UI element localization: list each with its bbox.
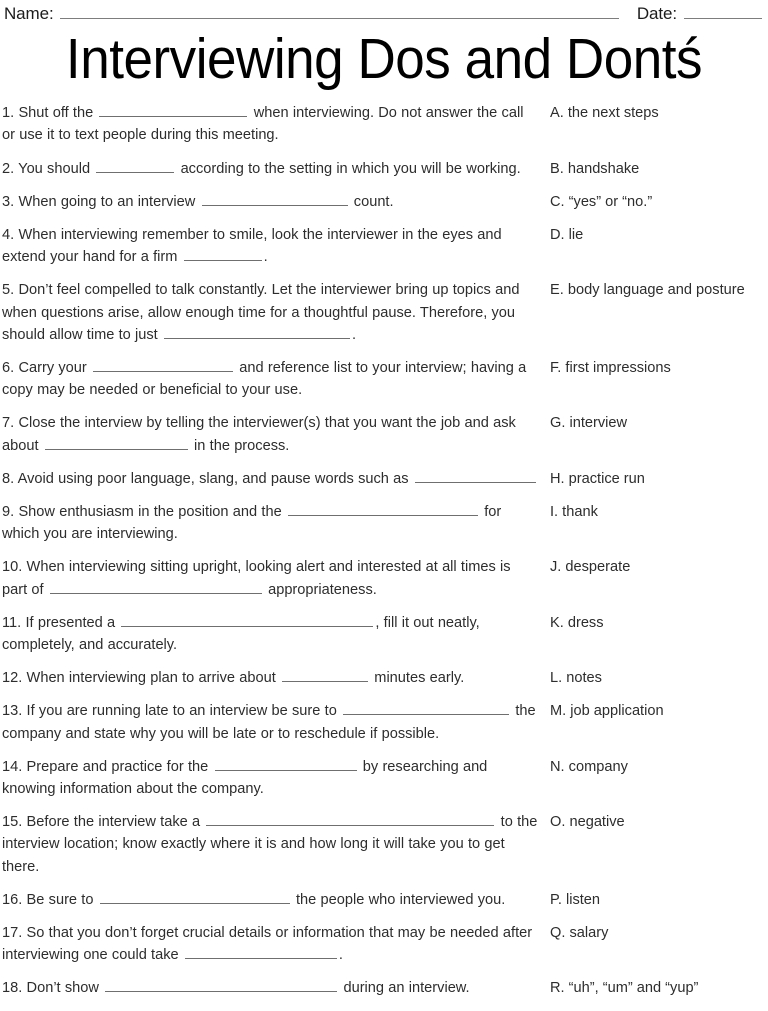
question-item: [2, 224, 538, 268]
question-cell: [2, 977, 550, 1010]
answer-letter: B.: [550, 160, 568, 177]
question-text: count.: [349, 193, 394, 210]
answer-cell: [550, 224, 766, 246]
answer-option[interactable]: [550, 667, 766, 689]
fill-in-blank[interactable]: [99, 104, 247, 117]
answer-text: body language and posture: [567, 282, 745, 299]
answer-text: lie: [568, 226, 584, 243]
answer-letter: E.: [550, 282, 568, 299]
answer-option[interactable]: [550, 158, 766, 180]
question-text: for which you are interviewing.: [2, 503, 502, 543]
answer-text: salary: [569, 925, 609, 942]
question-item: [2, 811, 538, 878]
answer-text: handshake: [567, 160, 640, 177]
question-text: Shut off the: [18, 105, 98, 122]
question-number: 12.: [2, 670, 27, 687]
matching-row: [2, 191, 766, 224]
matching-row: [2, 667, 766, 700]
question-text: Carry your: [18, 359, 92, 376]
answer-text: company: [568, 758, 628, 775]
question-number: 14.: [2, 758, 27, 775]
question-text: the company and state why you will be late or to reschedule if possible.: [2, 703, 536, 742]
question-item: [2, 468, 538, 490]
question-text: Don’t feel compelled to talk constantly. Let the interviewer bring up topics and when questions arise, allow enough time for a thoughtful pause. Therefore, you should allow time to just: [2, 282, 520, 343]
answer-text: first impressions: [565, 359, 671, 376]
question-text: Don’t show: [26, 980, 104, 997]
question-text: appropriateness.: [263, 581, 377, 598]
answer-cell: [550, 279, 766, 301]
answer-text: the next steps: [567, 105, 659, 122]
question-item: [2, 756, 538, 800]
question-cell: [2, 612, 550, 667]
fill-in-blank[interactable]: [121, 614, 373, 627]
question-text: , fill it out neatly, completely, and accurately.: [2, 614, 480, 653]
question-number: 11.: [2, 614, 26, 631]
question-cell: [2, 667, 550, 700]
question-text: in the process.: [189, 437, 290, 454]
answer-letter: P.: [550, 891, 566, 908]
question-cell: [2, 158, 550, 191]
answer-text: “uh”, “um” and “yup”: [568, 980, 699, 997]
question-number: 5.: [2, 282, 19, 299]
matching-row: [2, 556, 766, 611]
question-number: 8.: [2, 470, 18, 487]
question-text: If presented a: [25, 614, 120, 631]
answer-option[interactable]: [550, 700, 766, 722]
answer-letter: M.: [550, 703, 571, 720]
answer-option[interactable]: [550, 468, 766, 490]
matching-row: [2, 357, 766, 412]
question-cell: [2, 412, 550, 467]
question-cell: [2, 922, 550, 977]
answer-cell: [550, 700, 766, 722]
matching-row: [2, 158, 766, 191]
fill-in-blank[interactable]: [105, 979, 337, 992]
answer-letter: I.: [550, 503, 563, 520]
question-number: 13.: [2, 703, 27, 720]
answer-letter: F.: [550, 359, 566, 376]
question-text: When interviewing plan to arrive about: [26, 670, 281, 687]
answer-letter: Q.: [550, 925, 570, 942]
question-text: .: [263, 249, 268, 266]
question-number: 16.: [2, 891, 27, 908]
question-number: 7.: [2, 415, 19, 432]
answer-cell: [550, 556, 766, 578]
fill-in-blank[interactable]: [415, 470, 536, 483]
answer-cell: [550, 667, 766, 689]
question-number: 2.: [2, 160, 19, 177]
question-text: Before the interview take a: [26, 814, 205, 831]
question-item: [2, 279, 538, 346]
answer-text: interview: [569, 415, 628, 432]
question-cell: [2, 468, 550, 501]
question-text: Close the interview by telling the interviewer(s) that you want the job and ask about: [2, 415, 516, 454]
fill-in-blank[interactable]: [50, 581, 262, 594]
matching-row: [2, 224, 766, 279]
fill-in-blank[interactable]: [96, 160, 174, 173]
fill-in-blank[interactable]: [215, 758, 357, 771]
fill-in-blank[interactable]: [45, 437, 188, 450]
question-text: minutes early.: [370, 670, 465, 687]
question-text: Prepare and practice for the: [26, 758, 213, 775]
answer-text: negative: [569, 814, 625, 831]
matching-row: [2, 279, 766, 357]
worksheet-header: [0, 0, 768, 24]
answer-cell: [550, 357, 766, 379]
question-number: 9.: [2, 503, 19, 520]
answer-cell: [550, 756, 766, 778]
answer-option[interactable]: [550, 501, 766, 523]
name-input-line[interactable]: [60, 5, 619, 19]
question-text: Be sure to: [26, 891, 98, 908]
question-text: according to the setting in which you will be working.: [176, 160, 521, 177]
question-text: the people who interviewed you.: [291, 891, 506, 908]
answer-cell: [550, 468, 766, 490]
answer-text: listen: [565, 891, 601, 908]
matching-row: [2, 468, 766, 501]
question-text: When going to an interview: [18, 193, 200, 210]
date-input-line[interactable]: [684, 5, 762, 19]
question-text: when interviewing. Do not answer the call or use it to text people during this meeting.: [2, 105, 524, 144]
question-item: [2, 501, 538, 545]
answer-cell: [550, 889, 766, 911]
question-item: [2, 102, 538, 146]
answer-letter: A.: [550, 105, 568, 122]
answer-option[interactable]: [550, 811, 766, 833]
answer-option[interactable]: [550, 279, 766, 301]
question-cell: [2, 501, 550, 556]
matching-row: [2, 811, 766, 889]
question-text: If you are running late to an interview be sure to: [26, 703, 342, 720]
worksheet-body: [0, 102, 768, 1011]
answer-option[interactable]: [550, 191, 766, 213]
question-item: [2, 922, 538, 966]
answer-cell: [550, 102, 766, 124]
matching-row: [2, 612, 766, 667]
question-number: 4.: [2, 226, 19, 243]
answer-letter: R.: [550, 980, 569, 997]
question-item: [2, 158, 538, 180]
answer-letter: O.: [550, 814, 570, 831]
answer-option[interactable]: [550, 922, 766, 944]
question-item: [2, 700, 538, 744]
answer-cell: [550, 922, 766, 944]
matching-row: [2, 501, 766, 556]
question-text: You should: [18, 160, 95, 177]
question-text: and reference list to your interview; having a copy may be needed or beneficial to your use.: [2, 359, 527, 399]
question-cell: [2, 811, 550, 889]
matching-row: [2, 102, 766, 157]
question-text: to the interview location; know exactly where it is and how long it will take you to get there.: [2, 814, 538, 875]
answer-option[interactable]: [550, 102, 766, 124]
fill-in-blank[interactable]: [93, 359, 233, 372]
answer-cell: [550, 501, 766, 523]
answer-option[interactable]: [550, 357, 766, 379]
matching-row: [2, 756, 766, 811]
answer-option[interactable]: [550, 756, 766, 778]
question-cell: [2, 889, 550, 922]
question-text: .: [338, 947, 343, 964]
answer-letter: N.: [550, 758, 569, 775]
answer-letter: H.: [550, 470, 569, 487]
matching-row: [2, 922, 766, 977]
question-cell: [2, 191, 550, 224]
question-text: by researching and knowing information about the company.: [2, 758, 488, 797]
page-title: Interviewing Dos and Dontś: [65, 27, 703, 91]
fill-in-blank[interactable]: [184, 248, 262, 261]
question-number: 17.: [2, 925, 27, 942]
answer-text: practice run: [568, 470, 645, 487]
question-item: [2, 556, 538, 600]
question-text: during an interview.: [339, 980, 470, 997]
answer-letter: C.: [550, 193, 569, 210]
question-number: 15.: [2, 814, 27, 831]
answer-option[interactable]: [550, 612, 766, 634]
question-text: .: [352, 326, 357, 343]
question-number: 18.: [2, 980, 27, 997]
fill-in-blank[interactable]: [282, 669, 368, 682]
answer-letter: J.: [550, 559, 566, 576]
name-label: Name:: [4, 4, 54, 23]
question-cell: [2, 556, 550, 611]
answer-letter: G.: [550, 415, 570, 432]
answer-text: desperate: [565, 559, 631, 576]
fill-in-blank[interactable]: [185, 946, 337, 959]
question-number: 3.: [2, 193, 19, 210]
answer-option[interactable]: [550, 224, 766, 246]
question-text: Show enthusiasm in the position and the: [18, 503, 286, 520]
question-text: When interviewing remember to smile, look the interviewer in the eyes and extend your hand for a firm: [2, 226, 502, 266]
question-cell: [2, 102, 550, 157]
question-item: [2, 667, 538, 689]
matching-row: [2, 700, 766, 755]
matching-row: [2, 889, 766, 922]
answer-text: notes: [566, 670, 602, 687]
question-text: When interviewing sitting upright, looking alert and interested at all times is part of: [2, 559, 511, 598]
answer-text: “yes” or “no.”: [568, 193, 653, 210]
question-text: So that you don’t forget crucial details or information that may be needed after interviewing one could take: [2, 925, 533, 964]
question-cell: [2, 756, 550, 811]
question-item: [2, 612, 538, 656]
fill-in-blank[interactable]: [202, 193, 348, 206]
question-cell: [2, 357, 550, 412]
answer-cell: [550, 412, 766, 434]
matching-row: [2, 412, 766, 467]
answer-cell: [550, 191, 766, 213]
question-cell: [2, 279, 550, 357]
question-item: [2, 889, 538, 911]
answer-cell: [550, 811, 766, 833]
answer-letter: K.: [550, 614, 568, 631]
answer-cell: [550, 612, 766, 634]
question-number: 6.: [2, 359, 19, 376]
answer-option[interactable]: [550, 412, 766, 434]
answer-letter: L.: [550, 670, 567, 687]
fill-in-blank[interactable]: [288, 503, 478, 516]
answer-option[interactable]: [550, 889, 766, 911]
matching-row: [2, 977, 766, 1010]
question-number: 1.: [2, 105, 19, 122]
matching-rows: [2, 102, 766, 1011]
question-cell: [2, 224, 550, 279]
question-cell: [2, 700, 550, 755]
fill-in-blank[interactable]: [164, 326, 350, 339]
answer-cell: [550, 158, 766, 180]
fill-in-blank[interactable]: [343, 702, 509, 715]
question-text: Avoid using poor language, slang, and pause words such as: [17, 470, 413, 487]
answer-cell: [550, 977, 766, 999]
question-item: [2, 357, 538, 401]
date-label: Date:: [636, 4, 677, 23]
answer-option[interactable]: [550, 977, 766, 999]
answer-text: job application: [570, 703, 664, 720]
question-item: [2, 412, 538, 456]
fill-in-blank[interactable]: [206, 813, 494, 826]
answer-option[interactable]: [550, 556, 766, 578]
question-item: [2, 977, 538, 999]
question-number: 10.: [2, 559, 27, 576]
question-item: [2, 191, 538, 213]
answer-letter: D.: [550, 226, 569, 243]
answer-text: thank: [562, 503, 598, 520]
fill-in-blank[interactable]: [100, 891, 290, 904]
answer-text: dress: [567, 614, 604, 631]
